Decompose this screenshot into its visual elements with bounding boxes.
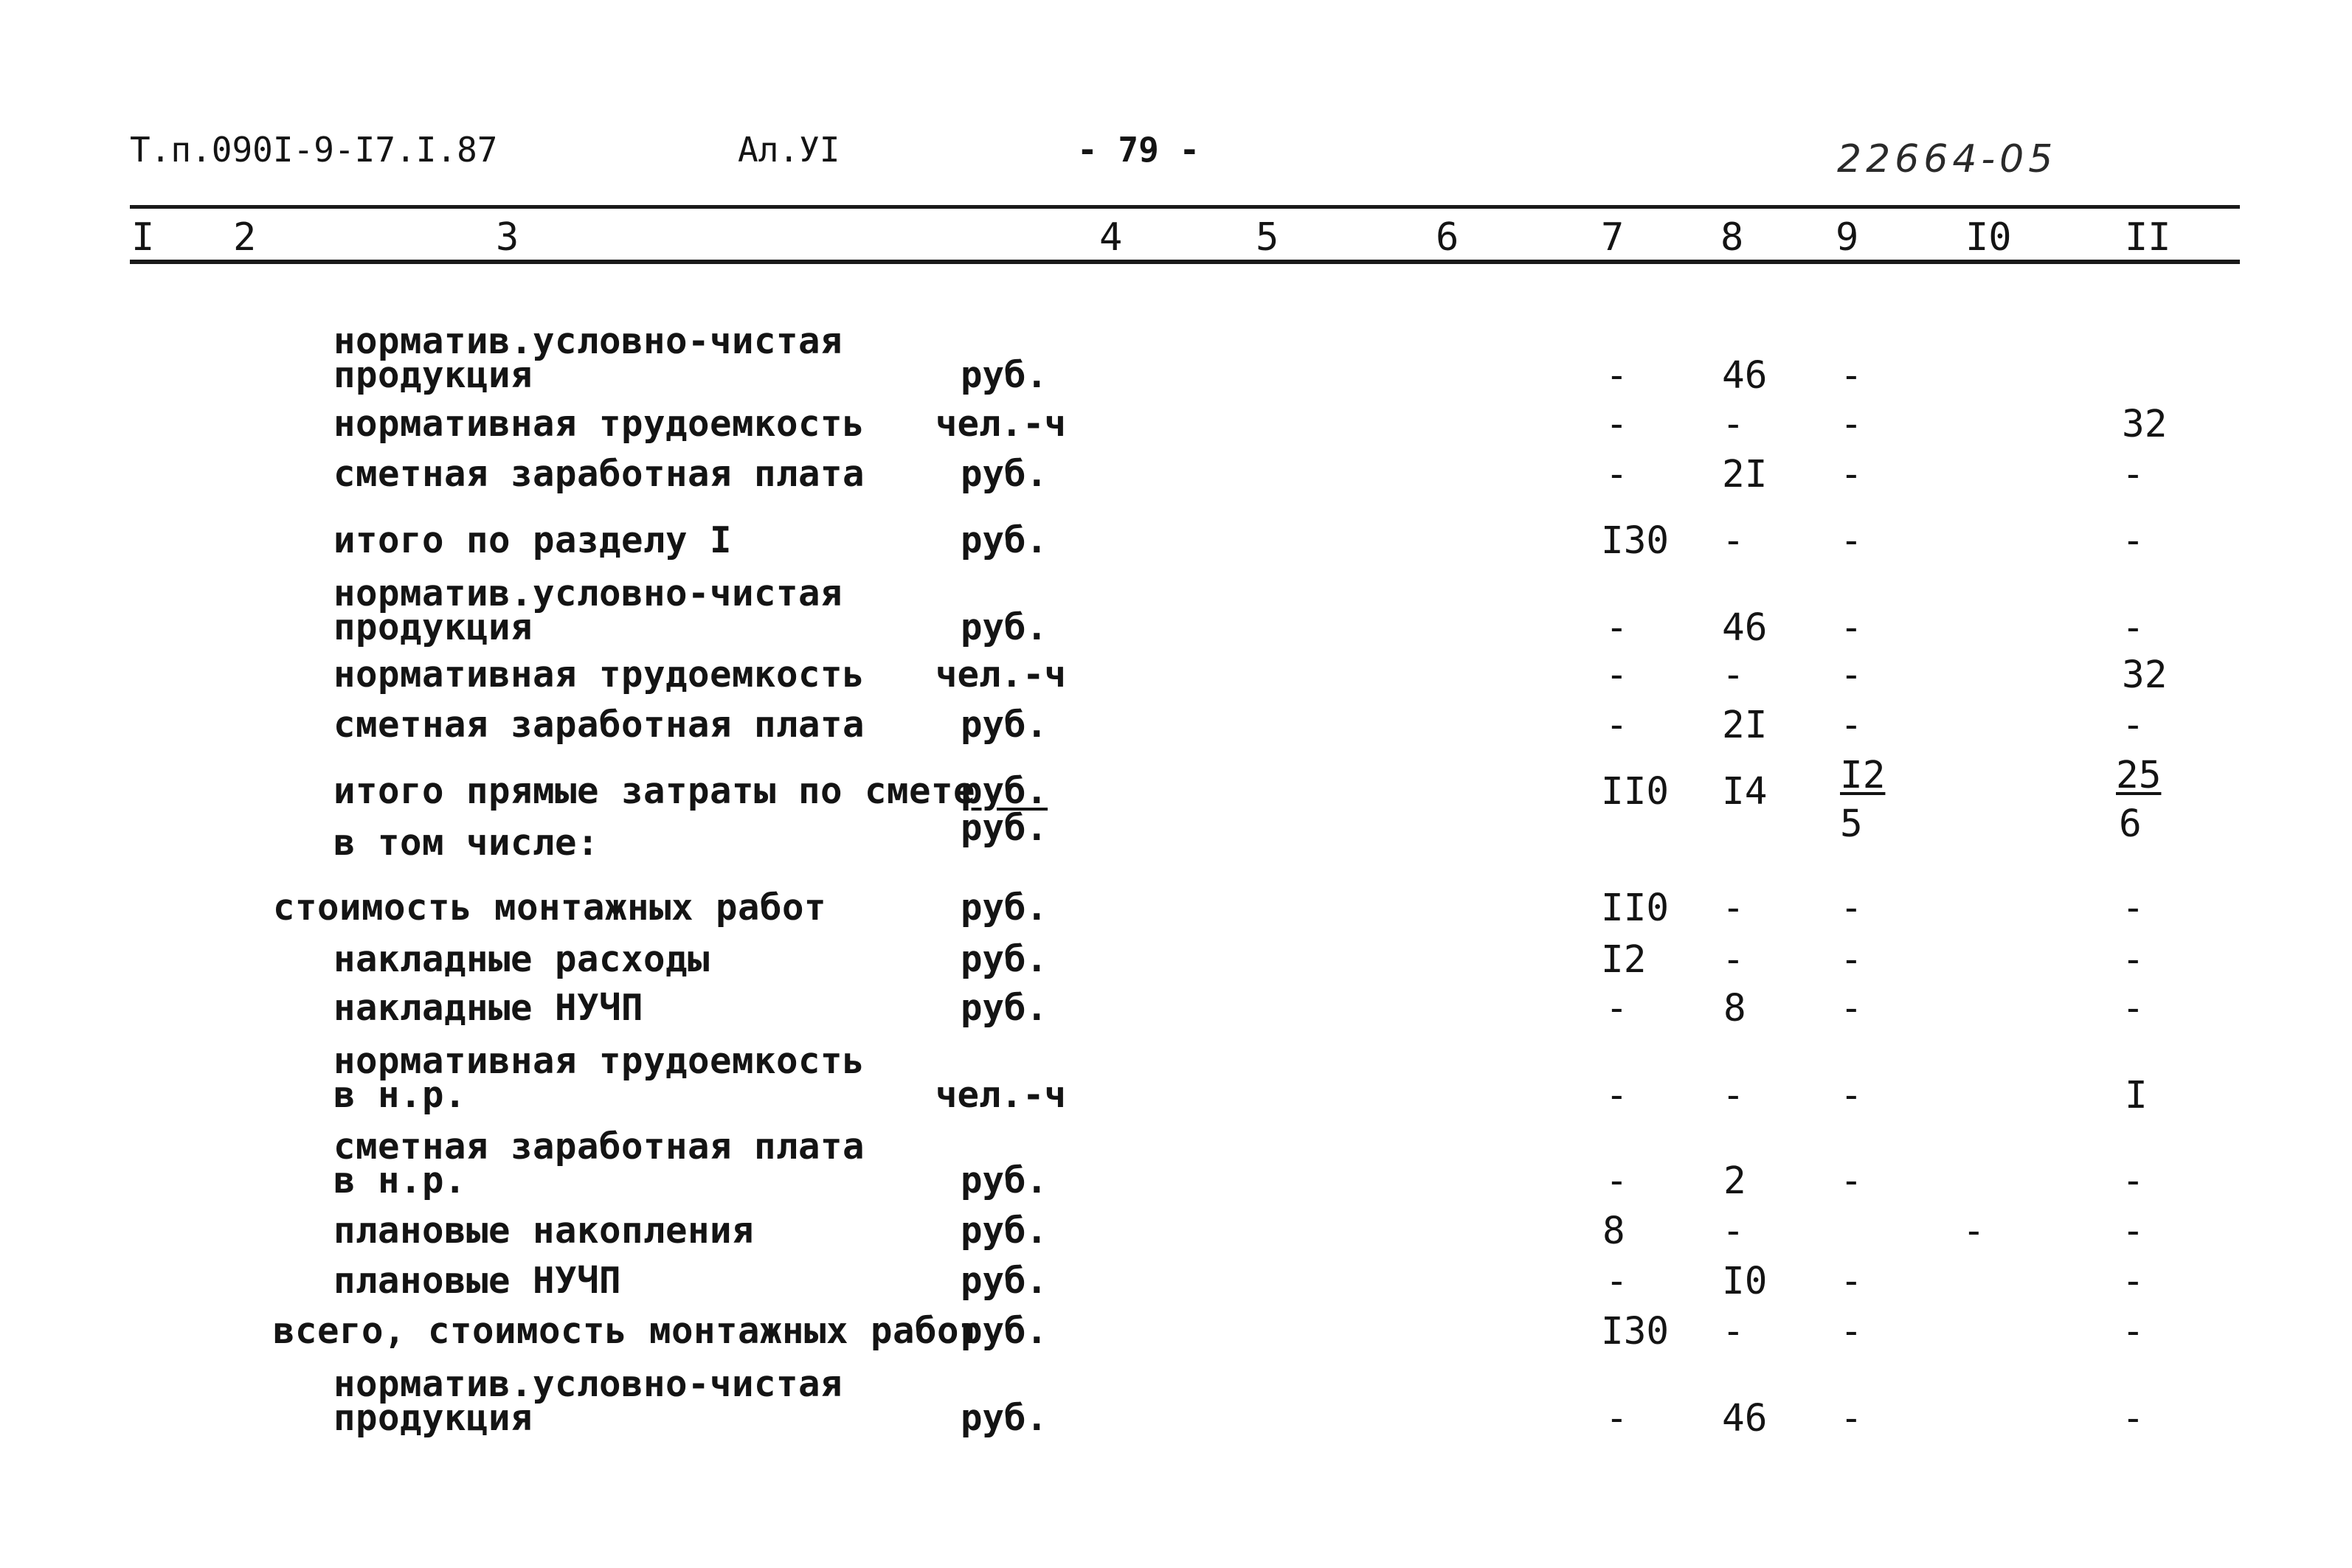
cell-col-7: - <box>1605 1074 1628 1117</box>
row-label: плановые накопления <box>333 1210 755 1252</box>
row-label: плановые НУЧП <box>333 1260 622 1302</box>
row-unit: руб. <box>961 1310 1048 1352</box>
column-number-7: 7 <box>1601 215 1625 260</box>
table-row <box>0 653 2352 697</box>
row-label-line-1: норматив.условно-чистая <box>333 320 843 362</box>
column-number-8: 8 <box>1720 215 1744 260</box>
cell-col-9: - <box>1840 987 1863 1030</box>
row-unit: руб. <box>961 704 1048 746</box>
cell-col-11: - <box>2122 1210 2145 1253</box>
row-unit: руб. <box>961 1260 1048 1302</box>
cell-col-11: - <box>2122 1397 2145 1440</box>
table-row <box>0 453 2352 496</box>
row-label: сметная заработная плата <box>333 704 865 746</box>
cell-col-8: - <box>1722 1210 1745 1253</box>
table-row <box>0 1125 2352 1203</box>
table-row <box>0 320 2352 398</box>
cell-col-7: I30 <box>1601 519 1670 563</box>
row-label: нормативная трудоемкость <box>333 653 865 695</box>
row-label-line-1: сметная заработная плата <box>333 1125 865 1168</box>
row-label: накладные расходы <box>333 938 710 980</box>
row-unit: руб. <box>961 987 1048 1029</box>
column-number-1: I <box>131 215 155 260</box>
cell-col-7: - <box>1605 1159 1628 1203</box>
cell-col-9: - <box>1840 403 1863 446</box>
cell-col-11: - <box>2122 519 2145 563</box>
row-label-line-2: продукция <box>333 606 533 648</box>
cell-col-9: - <box>1840 1310 1863 1353</box>
table-row <box>0 754 2352 864</box>
column-number-2: 2 <box>233 215 257 260</box>
cell-col-8: - <box>1722 1310 1745 1353</box>
cell-col-9: - <box>1840 606 1863 650</box>
cell-col-11-numerator: 25 <box>2116 754 2162 797</box>
cell-col-8: 2I <box>1722 704 1768 747</box>
cell-col-11-denominator: 6 <box>2119 802 2142 846</box>
row-label-line-1: итого прямые затраты по смете <box>333 770 976 812</box>
row-label-line-1: норматив.условно-чистая <box>333 572 843 614</box>
header-top-rule <box>130 205 2240 209</box>
row-unit: руб. <box>961 1159 1048 1201</box>
row-unit: руб. <box>961 354 1048 396</box>
cell-col-9: - <box>1840 887 1863 930</box>
album-number: Ал.УI <box>738 130 840 170</box>
cell-col-11: - <box>2122 1159 2145 1203</box>
row-unit-numerator: руб. <box>961 770 1048 812</box>
cell-col-9: - <box>1840 453 1863 496</box>
cell-col-8: 8 <box>1723 987 1746 1030</box>
column-number-3: 3 <box>496 215 519 260</box>
cell-col-9-denominator: 5 <box>1840 802 1863 846</box>
cell-col-9: - <box>1840 938 1863 982</box>
row-label: сметная заработная плата <box>333 453 865 495</box>
stamp-number: 22664-05 <box>1837 137 2058 181</box>
cell-col-7: 8 <box>1602 1210 1625 1253</box>
row-unit: руб. <box>961 938 1048 980</box>
row-unit: чел.-ч <box>935 653 1067 695</box>
cell-col-11: - <box>2122 1310 2145 1353</box>
row-label-line-2: продукция <box>333 1397 533 1439</box>
cell-col-7: - <box>1605 1260 1628 1303</box>
page-number: - 79 - <box>1077 130 1200 170</box>
cell-col-11: - <box>2122 453 2145 496</box>
cell-col-11: 32 <box>2122 403 2168 446</box>
column-number-9: 9 <box>1836 215 1859 260</box>
cell-col-7: I30 <box>1601 1310 1670 1353</box>
row-label: всего, стоимость монтажных работ <box>273 1310 982 1352</box>
document-code: Т.п.090I-9-I7.I.87 <box>130 130 498 170</box>
cell-col-7: - <box>1605 403 1628 446</box>
row-unit: руб. <box>961 453 1048 495</box>
cell-col-8: - <box>1722 938 1745 982</box>
column-number-11: II <box>2125 215 2171 260</box>
table-row <box>0 1310 2352 1353</box>
cell-col-9: - <box>1840 519 1863 563</box>
table-row <box>0 572 2352 650</box>
cell-col-11: - <box>2122 606 2145 650</box>
row-label: стоимость монтажных работ <box>273 887 827 929</box>
cell-col-7: - <box>1605 1397 1628 1440</box>
cell-col-11: - <box>2122 1260 2145 1303</box>
cell-col-8: - <box>1722 403 1745 446</box>
row-label-line-2: в н.р. <box>333 1074 467 1116</box>
cell-col-9-numerator: I2 <box>1840 754 1886 797</box>
row-unit: руб. <box>961 1210 1048 1252</box>
table-row <box>0 987 2352 1030</box>
cell-col-8: 46 <box>1722 354 1768 398</box>
cell-col-9: - <box>1840 704 1863 747</box>
table-row <box>0 1363 2352 1440</box>
cell-col-7: - <box>1605 606 1628 650</box>
cell-col-7: - <box>1605 653 1628 697</box>
cell-col-11: - <box>2122 987 2145 1030</box>
table-row <box>0 1040 2352 1117</box>
cell-col-8: - <box>1722 519 1745 563</box>
table-row <box>0 519 2352 563</box>
column-number-6: 6 <box>1436 215 1459 260</box>
cell-col-9: - <box>1840 1159 1863 1203</box>
cell-col-8: I0 <box>1722 1260 1768 1303</box>
column-number-4: 4 <box>1099 215 1123 260</box>
cell-col-11: 32 <box>2122 653 2168 697</box>
row-label-line-2: продукция <box>333 354 533 396</box>
cell-col-7: - <box>1605 704 1628 747</box>
cell-col-9: - <box>1840 1397 1863 1440</box>
cell-col-11: I <box>2125 1074 2148 1117</box>
cell-col-7: I2 <box>1601 938 1647 982</box>
cell-col-7: II0 <box>1601 770 1670 814</box>
row-unit: руб. <box>961 519 1048 561</box>
row-unit: чел.-ч <box>935 1074 1067 1116</box>
cell-col-8: - <box>1722 887 1745 930</box>
row-unit-denominator: руб. <box>961 807 1048 849</box>
cell-col-9: - <box>1840 1260 1863 1303</box>
cell-col-7: - <box>1605 453 1628 496</box>
row-unit: руб. <box>961 1397 1048 1439</box>
cell-col-8: - <box>1722 653 1745 697</box>
cell-col-9: - <box>1840 354 1863 398</box>
cell-col-9: - <box>1840 653 1863 697</box>
row-unit: руб. <box>961 887 1048 929</box>
row-label-line-2: в том числе: <box>333 822 600 864</box>
row-label: итого по разделу I <box>333 519 733 561</box>
table-row <box>0 887 2352 930</box>
header-bottom-rule <box>130 260 2240 264</box>
cell-col-10: - <box>1962 1210 1985 1253</box>
row-unit: чел.-ч <box>935 403 1067 445</box>
cell-col-11: - <box>2122 938 2145 982</box>
cell-col-8: 2I <box>1722 453 1768 496</box>
cell-col-8: - <box>1722 1074 1745 1117</box>
cell-col-7: - <box>1605 987 1628 1030</box>
cell-col-7: - <box>1605 354 1628 398</box>
cell-col-8: 46 <box>1722 606 1768 650</box>
cell-col-11: - <box>2122 887 2145 930</box>
cell-col-8: 2 <box>1723 1159 1746 1203</box>
cell-col-11: - <box>2122 704 2145 747</box>
cell-col-8: 46 <box>1722 1397 1768 1440</box>
row-label: нормативная трудоемкость <box>333 403 865 445</box>
row-label-line-2: в н.р. <box>333 1159 467 1201</box>
cell-col-7: II0 <box>1601 887 1670 930</box>
cell-col-8: I4 <box>1722 770 1768 814</box>
row-label: накладные НУЧП <box>333 987 644 1029</box>
table-row <box>0 938 2352 982</box>
column-number-5: 5 <box>1256 215 1279 260</box>
row-label-line-1: норматив.условно-чистая <box>333 1363 843 1405</box>
row-unit: руб. <box>961 606 1048 648</box>
row-label-line-1: нормативная трудоемкость <box>333 1040 865 1082</box>
cell-col-9: - <box>1840 1074 1863 1117</box>
column-number-10: I0 <box>1965 215 2012 260</box>
